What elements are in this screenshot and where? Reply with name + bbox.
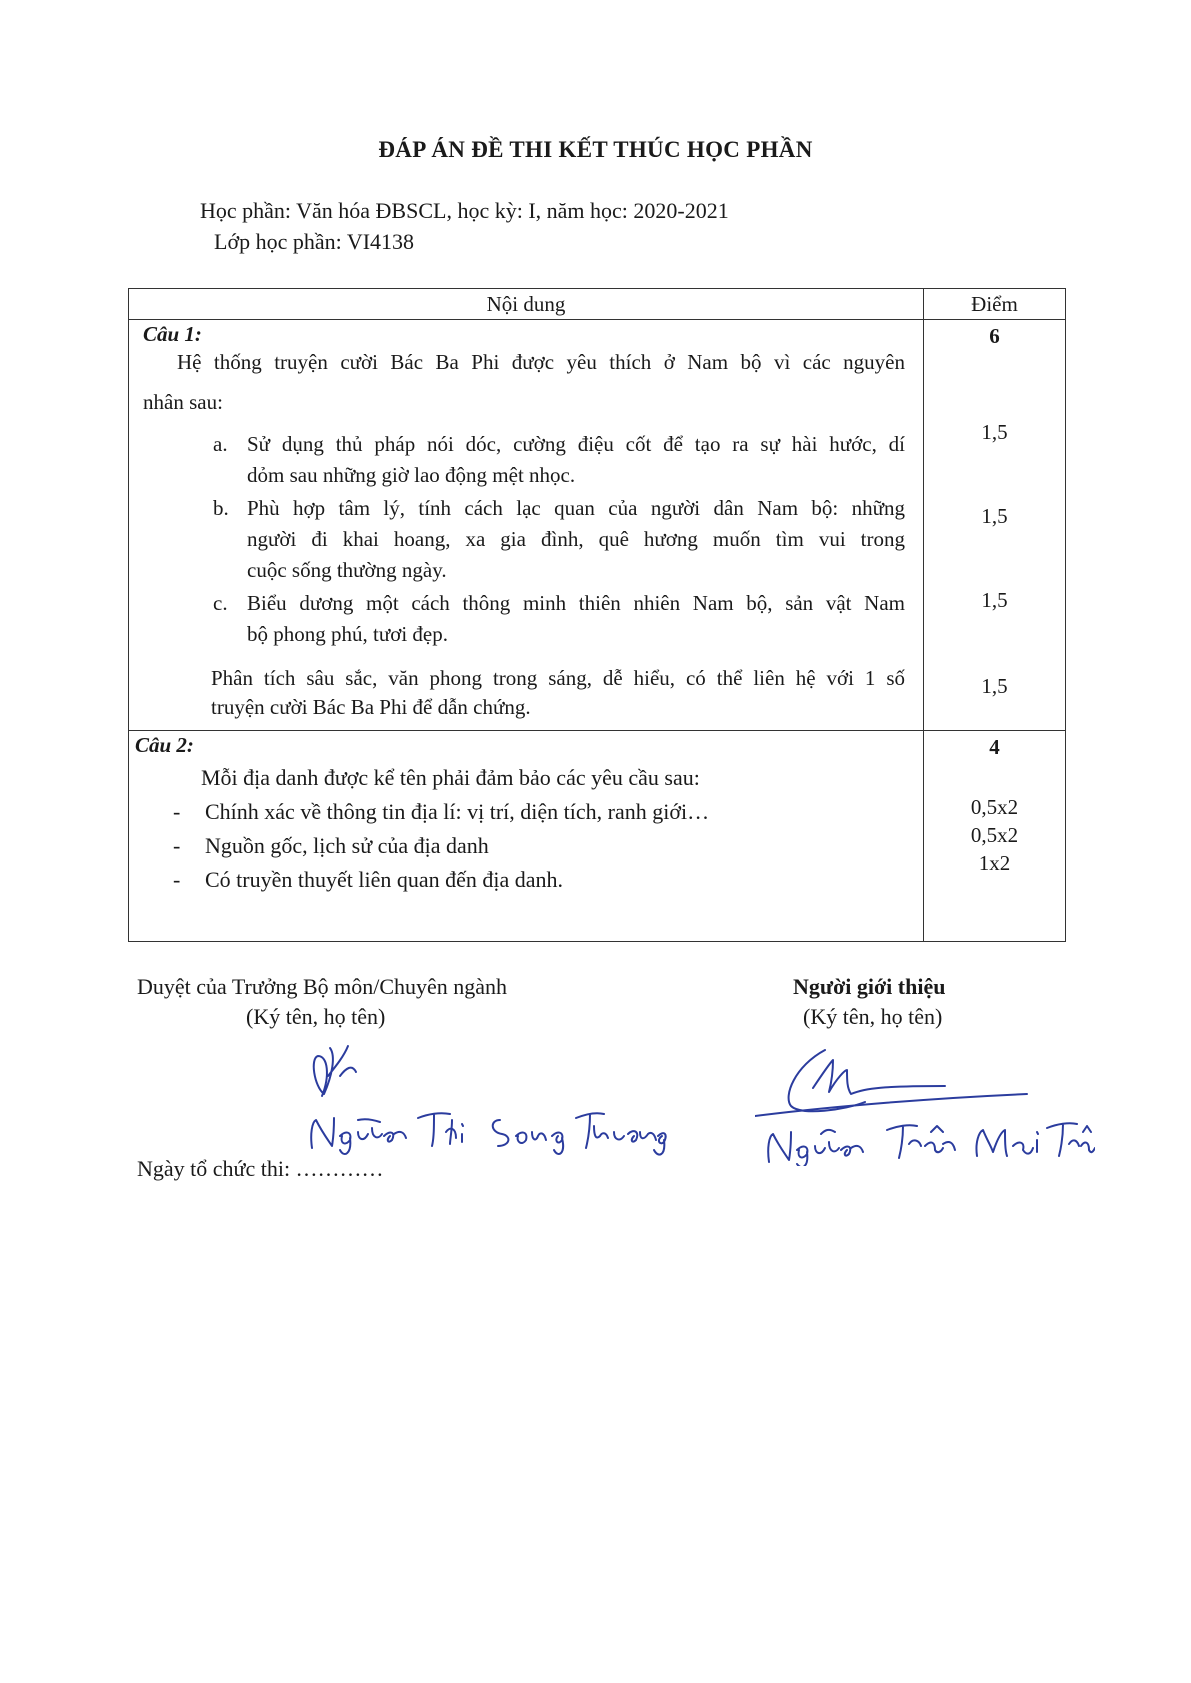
item-b-line2: người đi khai hoang, xa gia đình, quê hương muốn tìm vui trong bbox=[247, 527, 905, 551]
question-2-label: Câu 2: bbox=[135, 733, 194, 757]
q2-item-1-marker: - bbox=[173, 799, 181, 824]
introducer-title: Người giới thiệu bbox=[793, 974, 946, 999]
q2-item-3-score: 1x2 bbox=[978, 851, 1011, 875]
analysis-line2: truyện cười Bác Ba Phi để dẫn chứng. bbox=[211, 695, 531, 719]
table-header-row bbox=[129, 289, 1066, 320]
question-2-row bbox=[129, 731, 1066, 942]
q2-item-3-text: Có truyền thuyết liên quan đến địa danh. bbox=[205, 867, 564, 892]
approver-title: Duyệt của Trưởng Bộ môn/Chuyên ngành bbox=[137, 974, 508, 999]
analysis-line1: Phân tích sâu sắc, văn phong trong sáng, dễ hiểu, có thể liên hệ với 1 số bbox=[211, 666, 905, 690]
question-2-total: 4 bbox=[989, 735, 1000, 759]
answer-table bbox=[128, 288, 1066, 942]
question-2-intro: Mỗi địa danh được kể tên phải đảm bảo các yêu cầu sau: bbox=[201, 765, 700, 790]
q2-item-1-text: Chính xác về thông tin địa lí: vị trí, diện tích, ranh giới… bbox=[205, 799, 710, 824]
item-c-score: 1,5 bbox=[981, 588, 1008, 612]
introducer-sign-note: (Ký tên, họ tên) bbox=[803, 1004, 943, 1029]
item-b-line3: cuộc sống thường ngày. bbox=[247, 558, 447, 582]
q2-item-2-score: 0,5x2 bbox=[970, 823, 1019, 847]
q2-item-2-text: Nguồn gốc, lịch sử của địa danh bbox=[205, 833, 489, 858]
item-a-marker: a. bbox=[213, 432, 228, 456]
question-1-intro: Hệ thống truyện cười Bác Ba Phi được yêu thích ở Nam bộ vì các nguyên bbox=[177, 350, 905, 374]
item-b-marker: b. bbox=[213, 496, 229, 520]
document-title: ĐÁP ÁN ĐỀ THI KẾT THÚC HỌC PHẦN bbox=[378, 137, 813, 162]
item-c-marker: c. bbox=[213, 591, 228, 615]
course-info: Học phần: Văn hóa ĐBSCL, học kỳ: I, năm học: 2020-2021 bbox=[200, 198, 729, 223]
introducer-signature bbox=[755, 1036, 1095, 1166]
item-c-line1: Biểu dương một cách thông minh thiên nhiên Nam bộ, sản vật Nam bbox=[247, 591, 905, 615]
question-1-intro-cont: nhân sau: bbox=[143, 390, 223, 414]
analysis-score: 1,5 bbox=[981, 674, 1008, 698]
header-score: Điểm bbox=[924, 289, 1066, 320]
q2-item-2-marker: - bbox=[173, 833, 181, 858]
item-a-score: 1,5 bbox=[981, 420, 1008, 444]
item-b-line1: Phù hợp tâm lý, tính cách lạc quan của người dân Nam bộ: những bbox=[247, 496, 905, 520]
approver-signature bbox=[300, 1036, 670, 1156]
question-1-total: 6 bbox=[989, 324, 1000, 348]
approver-sign-note: (Ký tên, họ tên) bbox=[246, 1004, 386, 1029]
item-c-line2: bộ phong phú, tươi đẹp. bbox=[247, 622, 448, 646]
q2-item-3-marker: - bbox=[173, 867, 181, 892]
header-content: Nội dung bbox=[129, 289, 924, 320]
item-a-line1: Sử dụng thủ pháp nói dóc, cường điệu cốt để tạo ra sự hài hước, dí bbox=[247, 432, 905, 456]
item-b-score: 1,5 bbox=[981, 504, 1008, 528]
q2-item-1-score: 0,5x2 bbox=[970, 795, 1019, 819]
exam-date: Ngày tổ chức thi: ………… bbox=[137, 1156, 384, 1181]
item-a-line2: dỏm sau những giờ lao động mệt nhọc. bbox=[247, 463, 576, 487]
question-1-row bbox=[129, 320, 1066, 731]
class-info: Lớp học phần: VI4138 bbox=[214, 229, 415, 254]
question-1-label: Câu 1: bbox=[143, 322, 202, 346]
